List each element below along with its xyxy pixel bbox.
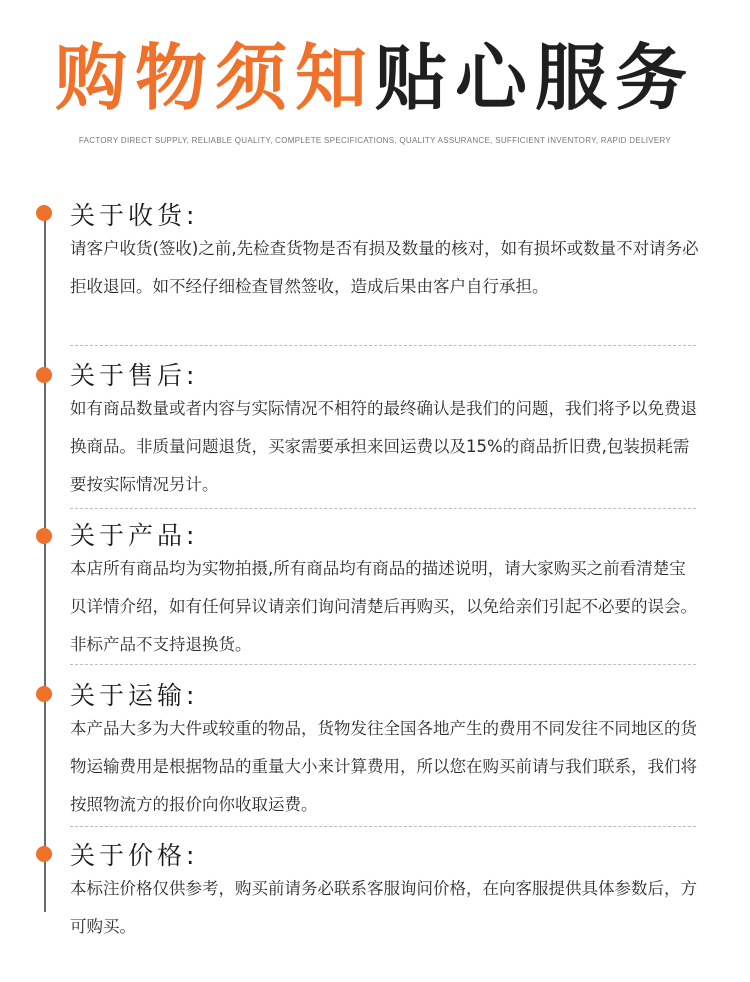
section-divider: [70, 826, 696, 827]
timeline-dot-icon: [36, 686, 52, 702]
header-subtitle: FACTORY DIRECT SUPPLY, RELIABLE QUALITY, COMPLETE SPECIFICATIONS, QUALITY ASSURANCE, SUFFICIENT INVENTORY, RAPID DELIVERY: [78, 136, 672, 145]
section-title: 关于价格:: [70, 841, 199, 870]
section-title: 关于收货:: [70, 201, 199, 230]
section-title: 关于运输:: [70, 681, 199, 710]
section-body: 请客户收货(签收)之前,先检查货物是否有损及数量的核对，如有损坏或数量不对请务必拒收退回。如不经仔细检查冒然签收，造成后果由客户自行承担。: [70, 239, 699, 296]
section-body: 本产品大多为大件或较重的物品，货物发往全国各地产生的费用不同发往不同地区的货物运输费用是根据物品的重量大小来计算费用，所以您在购买前请与我们联系，我们将按照物流方的报价向你收取运费。: [70, 719, 697, 814]
timeline-dot-icon: [36, 846, 52, 862]
section-divider: [70, 508, 696, 509]
section-title: 关于售后:: [70, 361, 199, 390]
section-title: 关于产品:: [70, 521, 199, 550]
timeline-dot-icon: [36, 205, 52, 221]
section-divider: [70, 664, 696, 665]
section-body: 如有商品数量或者内容与实际情况不相符的最终确认是我们的问题，我们将予以免费退换商品。非质量问题退货，买家需要承担来回运费以及15%的商品折旧费,包装损耗需要按实际情况另计。: [70, 399, 697, 494]
timeline-line: [44, 212, 46, 912]
timeline-dot-icon: [36, 528, 52, 544]
timeline-dot-icon: [36, 367, 52, 383]
page-header: [0, 28, 750, 128]
title-shopping-notice: 购物须知: [54, 36, 375, 120]
section-body: 本店所有商品均为实物拍摄,所有商品均有商品的描述说明，请大家购买之前看清楚宝贝详情介绍，如有任何异议请亲们询问清楚后再购买，以免给亲们引起不必要的误会。非标产品不支持退换货。: [70, 559, 697, 654]
section-divider: [70, 345, 696, 346]
section-body: 本标注价格仅供参考，购买前请务必联系客服询问价格，在向客服提供具体参数后，方可购买。: [70, 879, 697, 936]
title-caring-service: 贴心服务: [375, 36, 696, 120]
